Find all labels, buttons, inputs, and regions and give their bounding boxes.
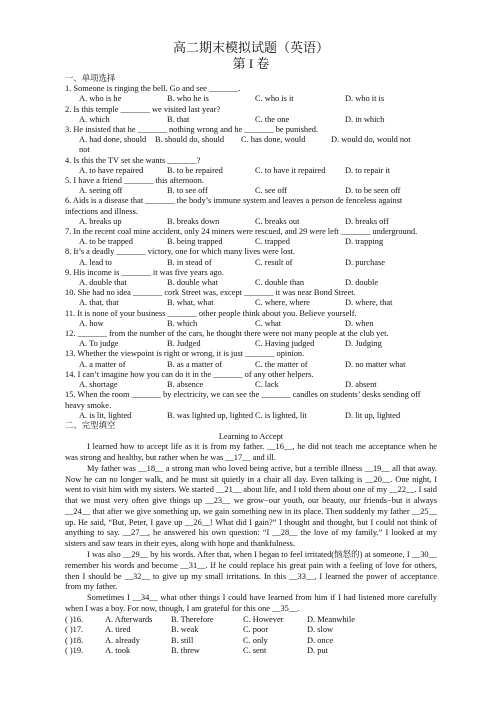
question-stem: 10. She had no idea _______ cork Street was, except _______ it was near Bond Street. <box>65 288 356 298</box>
option-b: B. was lighted up, lighted <box>167 410 254 420</box>
option-c: C. double than <box>255 278 305 288</box>
option-a: A. had done, should not <box>79 135 147 155</box>
passage-title: Learning to Accept <box>218 432 284 442</box>
question-options <box>65 166 437 176</box>
page-subtitle: 第 I 卷 <box>232 56 270 71</box>
answer-option-b: B. weak <box>171 625 199 635</box>
option-c: C. Having judged <box>255 339 315 349</box>
question-options <box>65 339 437 349</box>
option-d: D. no matter what <box>345 359 406 369</box>
question-stem: 11. It is none of your business _______ other people think about you. Believe yourself. <box>65 308 357 318</box>
question-options <box>65 115 437 125</box>
answer-number: ( )19. <box>65 646 84 656</box>
option-c: C. has done, would <box>241 135 306 145</box>
answer-option-d: D. once <box>307 635 334 645</box>
option-b: B. to be repaired <box>167 165 223 175</box>
option-d: D. would do, would not <box>331 135 411 145</box>
option-c: C. see off <box>255 186 288 196</box>
option-d: D. absent <box>345 380 377 390</box>
cloze-answer-row <box>65 646 437 656</box>
option-c: C. where, where <box>255 298 310 308</box>
section-heading-single-choice: 一、单项选择 <box>65 74 116 83</box>
answer-option-d: D. Meanwhile <box>307 614 355 624</box>
option-a: A. is lit, lighted <box>79 410 132 420</box>
option-a: A. that, that <box>79 298 119 308</box>
question-stem: 7. In the recent coal mine accident, only 24 miners were rescued, and 29 were left _______ underground. <box>65 227 418 237</box>
option-b: B. Judged <box>167 339 201 349</box>
question-stem: 14. I can’t imagine how you can do it in the _______ of any other helpers. <box>65 369 314 379</box>
passage-paragraph: I was also __29__ by his words. After that, when I began to feel irritated(恼怒的) at someone, I __30__ remember his words and become __31__. If he could replace his great pain with a feeling of love for others, then I should be __32__ to give up my small irritations. In this __33__, I learned the power of acceptance from my father. <box>65 550 437 592</box>
option-d: D. in which <box>345 114 385 124</box>
option-d: D. to be seen off <box>345 186 401 196</box>
answer-number: ( )17. <box>65 625 84 635</box>
question-options <box>65 186 437 196</box>
cloze-answer-row <box>65 625 437 635</box>
option-c: C. what <box>255 318 282 328</box>
question-stem: 12. _______ from the number of the cars, he thought there were not many people at the club yet. <box>65 329 389 339</box>
answer-number: ( )16. <box>65 614 84 624</box>
option-c: C. the matter of <box>255 359 308 369</box>
cloze-answer-row <box>65 636 437 646</box>
question-stem: 6. Aids is a disease that _______ the body’s immune system and leaves a person de fenceless against infections and illness. <box>65 196 403 216</box>
question-list <box>65 84 437 421</box>
option-b: B. what, what <box>167 298 214 308</box>
option-a: A. which <box>79 114 110 124</box>
answer-option-d: D. put <box>307 646 328 656</box>
question-stem: 9. His income is _______ it was five years ago. <box>65 267 224 277</box>
option-c: C. breaks out <box>255 216 300 226</box>
option-d: D. to repair it <box>345 165 391 175</box>
answer-options-list <box>65 615 437 657</box>
answer-option-b: B. threw <box>171 646 200 656</box>
option-a: A. breaks up <box>79 216 122 226</box>
option-d: D. purchase <box>345 257 385 267</box>
answer-option-a: A. took <box>105 646 131 656</box>
question-options <box>65 237 437 247</box>
answer-option-d: D. slow <box>307 625 334 635</box>
question-options <box>65 298 437 308</box>
option-c: C. trapped <box>255 237 290 247</box>
option-a: A. lead to <box>79 257 112 267</box>
question-options <box>65 411 437 421</box>
option-c: C. is lighted, lit <box>255 410 307 420</box>
option-a: A. to be trapped <box>79 237 133 247</box>
question-stem: 1. Someone is ringing the bell. Go and see _______. <box>65 84 241 94</box>
answer-option-c: C. poor <box>243 625 269 635</box>
option-b: B. that <box>167 114 190 124</box>
option-b: B. should do, should <box>155 135 225 145</box>
option-b: B. as a matter of <box>167 359 223 369</box>
question-options <box>65 319 437 329</box>
option-d: D. lit up, lighted <box>345 410 401 420</box>
passage-paragraph: I learned how to accept life as it is from my father. __16__, he did not teach me acceptance when he was strong and healthy, but rather when he was __17__ and ill. <box>65 442 437 462</box>
option-d: D. breaks off <box>345 216 389 226</box>
option-a: A. to have repaired <box>79 165 144 175</box>
option-a: A. who is he <box>79 94 122 104</box>
question-options <box>65 135 437 155</box>
option-d: D. Judging <box>345 339 382 349</box>
option-c: C. to have it repaired <box>255 165 326 175</box>
answer-option-b: B. still <box>171 635 194 645</box>
answer-option-c: C. sent <box>243 646 267 656</box>
question-stem: 4. Is this the TV set she wants _______? <box>65 155 201 165</box>
answer-option-a: A. already <box>105 635 140 645</box>
answer-option-b: B. Therefore <box>171 614 214 624</box>
cloze-answer-row <box>65 615 437 625</box>
question-options <box>65 278 437 288</box>
question-stem: 13. Whether the viewpoint is right or wrong, it is just _______ opinion. <box>65 349 305 359</box>
passage-body <box>65 442 437 615</box>
option-d: D. double <box>345 278 379 288</box>
passage-paragraph: My father was __18__ a strong man who loved being active, but a terrible illness __19__ all that away. Now he can no longer walk, and he must sit quietly in a chair all day. Even talking is __20__. One night, I went to visit him with my sisters. We started __21__ about life, and I told them about one of my __22__. I said that we must very often give things up __23__ we grow−our youth, our beauty, our friends−but it always __24__ that after we give something up, we gain something new in its place. Then suddenly my father __25__ up. He said, “But, Peter, I gave up __26__! What did I gain?” I thought and thought, but I could not think of anything to say. __27__, he answered his own question: “I __28__ the love of my family.” I looked at my sisters and saw tears in their eyes, along with hope and thankfulness. <box>65 463 437 549</box>
answer-option-c: C. However <box>243 614 284 624</box>
option-b: B. which <box>167 318 198 328</box>
option-a: A. double that <box>79 278 127 288</box>
question-options <box>65 217 437 227</box>
question-stem: 15. When the room _______ by electricity, we can see the _______ candles on students’ desks sending off heavy smoke. <box>65 390 421 410</box>
option-d: D. where, that <box>345 298 393 308</box>
answer-option-a: A. tired <box>105 625 131 635</box>
option-b: B. to see off <box>167 186 208 196</box>
option-c: C. lack <box>255 380 279 390</box>
option-d: D. when <box>345 318 374 328</box>
question-options <box>65 258 437 268</box>
question-stem: 5. I have a friend _______ this afternoon. <box>65 176 204 186</box>
question-stem: 3. He insisted that he _______ nothing wrong and he _______ be punished. <box>65 125 319 135</box>
question-options <box>65 360 437 370</box>
section-heading-cloze: 二、完型填空 <box>65 420 116 430</box>
option-a: A. how <box>79 318 104 328</box>
option-b: B. double what <box>167 278 218 288</box>
question-stem: 2. Is this temple _______ we visited last year? <box>65 104 221 114</box>
option-b: B. being trapped <box>167 237 223 247</box>
option-b: B. absence <box>167 380 204 390</box>
answer-option-c: C. only <box>243 635 268 645</box>
option-c: C. result of <box>255 257 293 267</box>
option-d: D. who it is <box>345 94 385 104</box>
page-title: 高二期末模拟试题（英语） <box>172 40 329 55</box>
option-b: B. who he is <box>167 94 209 104</box>
answer-number: ( )18. <box>65 635 84 645</box>
answer-option-a: A. Afterwards <box>105 614 153 624</box>
question-options <box>65 380 437 390</box>
passage-paragraph: Sometimes I __34__ what other things I could have learned from him if I had listened more carefully when I was a boy. For now, though, I am grateful for this one __35__. <box>65 593 437 614</box>
question-stem: 8. It’s a deadly _______ victory, one for which many lives were lost. <box>65 247 295 257</box>
question-options <box>65 94 437 104</box>
option-a: A. a matter of <box>79 359 126 369</box>
option-a: A. seeing off <box>79 186 123 196</box>
option-c: C. the one <box>255 114 290 124</box>
option-c: C. who is it <box>255 94 294 104</box>
option-b: B. in stead of <box>167 257 212 267</box>
option-b: B. breaks down <box>167 216 220 226</box>
option-a: A. shortage <box>79 380 118 390</box>
option-a: A. To judge <box>79 339 119 349</box>
option-d: D. trapping <box>345 237 384 247</box>
